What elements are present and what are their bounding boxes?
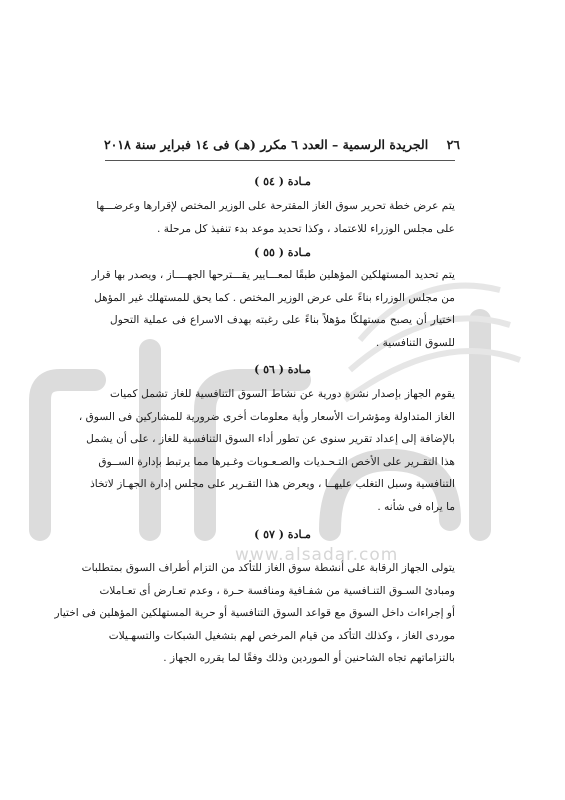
article-56-line: يقوم الجهاز بإصدار نشرة دورية عن نشاط السوق التنافسية للغاز تشمل كميات (110, 388, 455, 400)
article-55-line: اختيار أن يصبح مستهلكًا مؤهلاً بناءً على رغبته بهدف الاسراع فى عملية التحول (110, 314, 455, 326)
article-57-line: موردى الغاز ، وكذلك التأكد من قيام المرخص لهم بتشغيل الشبكات والتسهـيلات (108, 629, 455, 642)
article-54-line: على مجلس الوزراء للاعتماد ، وكذا تحديد موعد بدء تنفيذ كل مرحلة . (157, 222, 455, 235)
article-55-line: يتم تحديد المستهلكين المؤهلين طبقًا لمعـــايير يقـــترحها الجهــــاز ، ويصدر بها قرار (91, 269, 455, 281)
page-number: ٢٦ (446, 137, 460, 152)
article-56-title: مـادة ( ٥٦ ) (254, 363, 311, 376)
article-57-body (54, 557, 455, 670)
article-55-body (91, 264, 455, 354)
article-57-line: ومبادئ السـوق التنـافسية من شفـافية ومنافسة حـرة ، وعدم تعـارض أى تعـاملات (99, 584, 455, 597)
article-56-line: هذا التقـرير على الأخص التـحـديات والصـعـوبات وغـيرها مما يرتبط بإدارة الســوق (98, 455, 455, 468)
article-56-line: بالإضافة إلى إعداد تقرير سنوى عن تطور أداء السوق التنافسية للغاز ، على أن يشمل (86, 433, 455, 445)
article-54-body (96, 195, 455, 240)
gazette-title: الجريدة الرسمية – العدد ٦ مكرر (هـ) فى ١٤ فبراير سنة ٢٠١٨ (103, 137, 429, 152)
article-56-line: التنافسية وسبل التغلب عليهــا ، ويعرض هذا التقـرير على مجلس إدارة الجهـاز لاتخاذ (90, 478, 455, 490)
article-57-line: يتولى الجهاز الرقابة على أنشطة سوق الغاز للتأكد من التزام أطراف السوق بمتطلبات (81, 562, 455, 574)
article-54-title: مـادة ( ٥٤ ) (254, 175, 311, 188)
article-54-line: يتم عرض خطة تحرير سوق الغاز المقترحة على الوزير المختص لإقرارها وعرضـــها (96, 200, 455, 212)
page-header (103, 137, 460, 152)
article-57-line: أو إجراءات داخل السوق مع قواعد السوق التنافسية أو حرية المستهلكين المؤهلين فى اختيار (54, 607, 455, 619)
article-57-title: مـادة ( ٥٧ ) (254, 528, 311, 541)
article-55-line: من مجلس الوزراء بناءً على عرض الوزير المختص . كما يحق للمستهلك غير المؤهل (94, 291, 455, 304)
article-55-title: مـادة ( ٥٥ ) (254, 246, 311, 259)
article-55-line: للسوق التنافسية . (375, 336, 455, 349)
article-56-line: ما يراه فى شأنه . (377, 500, 455, 513)
article-57-line: بالتزاماتهم تجاه الشاحنين أو الموردين وذلك وفقًا لما يقرره الجهاز . (163, 652, 455, 664)
article-56-line: الغاز المتداولة ومؤشرات الأسعار وأية معلومات أخرى ضرورية للمشاركين فى السوق ، (78, 410, 455, 423)
watermark-site-text: www.alsadar.com (235, 545, 399, 565)
header-divider (105, 160, 455, 161)
article-56-body (78, 383, 455, 518)
